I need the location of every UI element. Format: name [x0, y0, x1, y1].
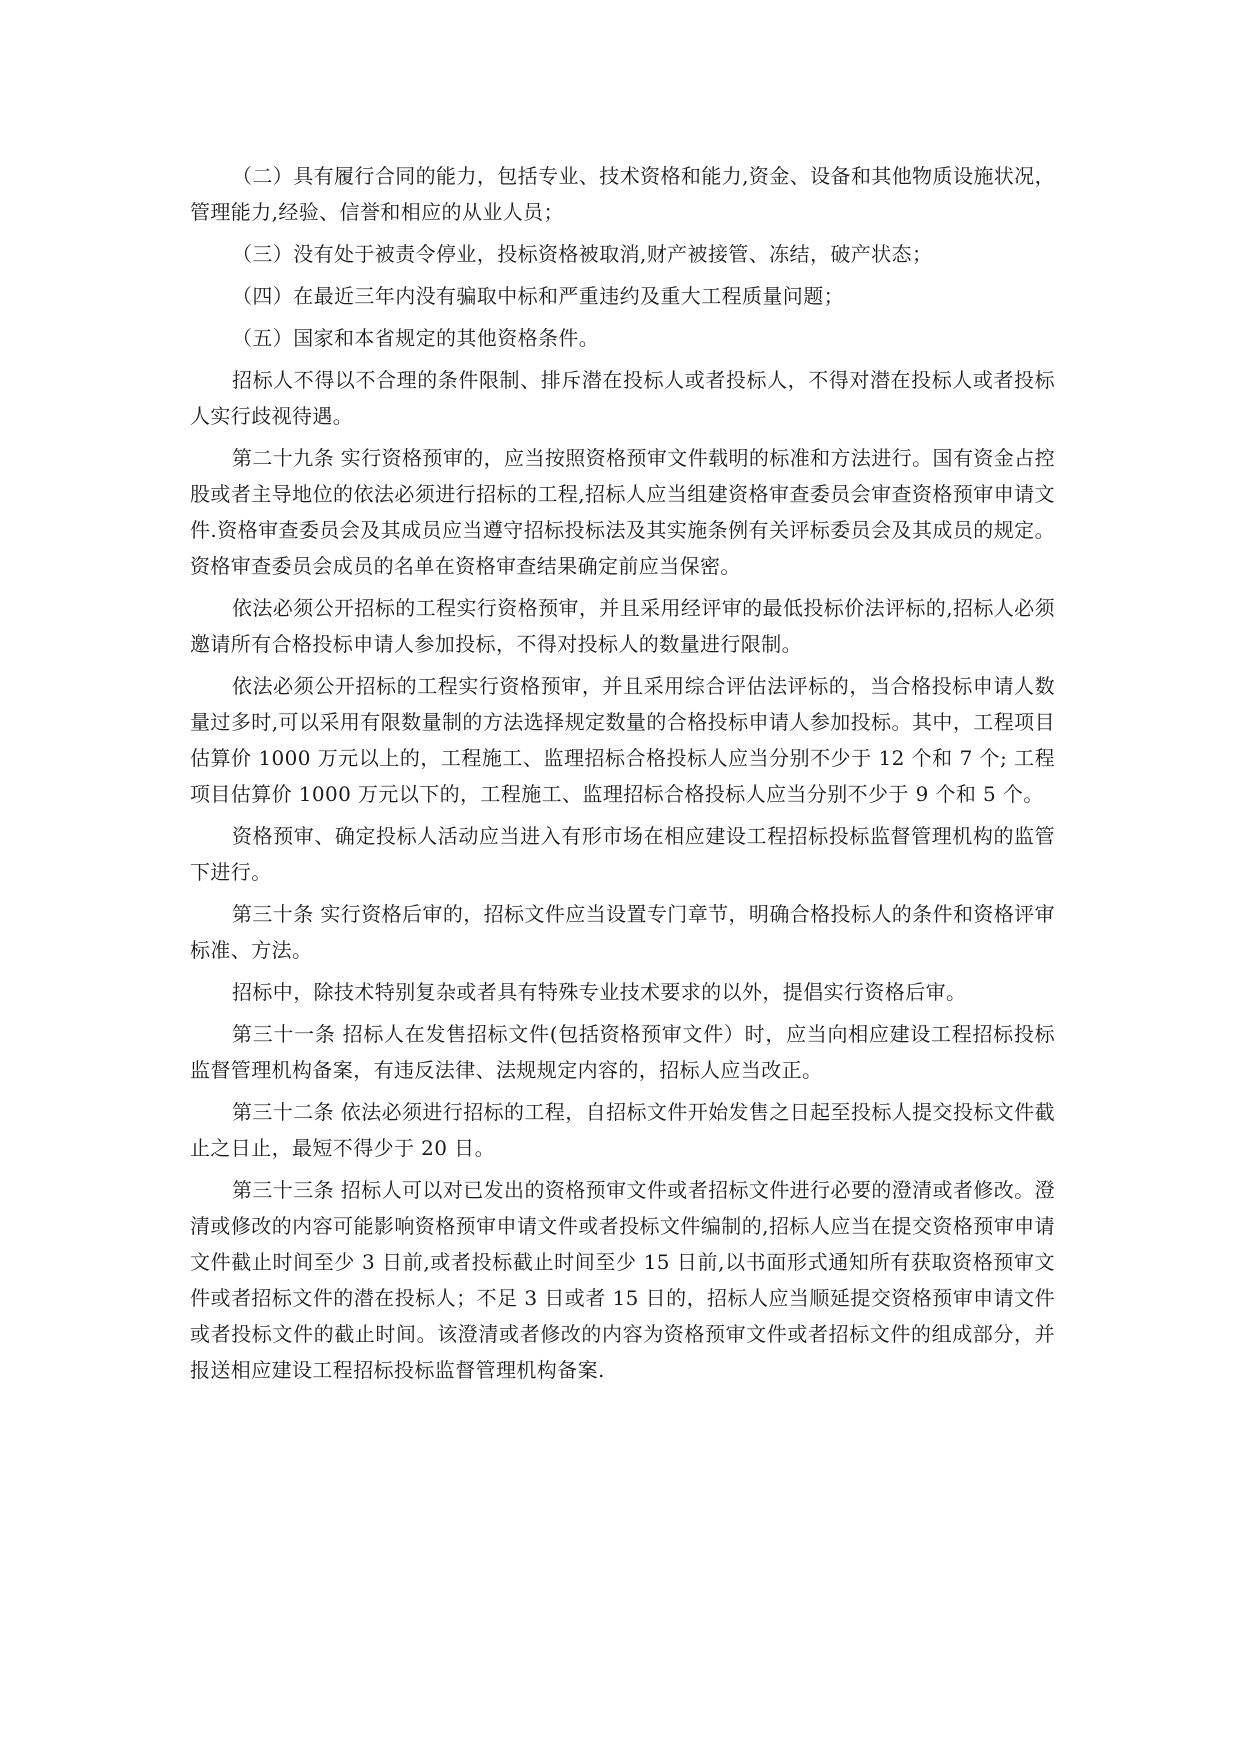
paragraph-supervision: 资格预审、确定投标人活动应当进入有形市场在相应建设工程招标投标监督管理机构的监管下进行。	[190, 824, 1055, 884]
paragraph-item-4: （四）在最近三年内没有骗取中标和严重违约及重大工程质量问题；	[232, 284, 844, 308]
paragraph-post-review: 招标中，除技术特别复杂或者具有特殊专业技术要求的以外，提倡实行资格后审。	[232, 980, 967, 1004]
article-33: 第三十三条 招标人可以对已发出的资格预审文件或者招标文件进行必要的澄清或者修改。澄清或修改的内容可能影响资格预审申请文件或者投标文件编制的,招标人应当在提交资格预审申请文件截止时间至少 3 日前,或者投标截止时间至少 15 日前,以书面形式通知所有获取资格预审文件或者招标文件的潜在投标人；不足 3 日或者 15 日的，招标人应当顺延提交资格预审申请文件或者投标文件的截止时间。该澄清或者修改的内容为资格预审文件或者招标文件的组成部分，并报送相应建设工程招标投标监督管理机构备案.	[190, 1178, 1055, 1382]
paragraph-item-5: （五）国家和本省规定的其他资格条件。	[232, 326, 600, 350]
paragraph-lowest-price: 依法必须公开招标的工程实行资格预审，并且采用经评审的最低投标价法评标的,招标人必须邀请所有合格投标申请人参加投标，不得对投标人的数量进行限制。	[190, 596, 1055, 656]
paragraph-item-3: （三）没有处于被责令停业，投标资格被取消,财产被接管、冻结，破产状态；	[232, 242, 933, 266]
article-29: 第二十九条 实行资格预审的，应当按照资格预审文件载明的标准和方法进行。国有资金占控股或者主导地位的依法必须进行招标的工程,招标人应当组建资格审查委员会审查资格预审申请文件.资格审查委员会及其成员应当遵守招标投标法及其实施条例有关评标委员会及其成员的规定。资格审查委员会成员的名单在资格审查结果确定前应当保密。	[190, 446, 1055, 578]
document-body	[190, 158, 1055, 1394]
paragraph-no-discrimination: 招标人不得以不合理的条件限制、排斥潜在投标人或者投标人，不得对潜在投标人或者投标人实行歧视待遇。	[190, 368, 1055, 428]
article-31: 第三十一条 招标人在发售招标文件(包括资格预审文件）时，应当向相应建设工程招标投标监督管理机构备案，有违反法律、法规规定内容的，招标人应当改正。	[190, 1022, 1055, 1082]
paragraph-item-2: （二）具有履行合同的能力，包括专业、技术资格和能力,资金、设备和其他物质设施状况，管理能力,经验、信誉和相应的从业人员；	[190, 164, 1055, 224]
paragraph-comprehensive-evaluation: 依法必须公开招标的工程实行资格预审，并且采用综合评估法评标的，当合格投标申请人数量过多时,可以采用有限数量制的方法选择规定数量的合格投标申请人参加投标。其中，工程项目估算价 1000 万元以上的，工程施工、监理招标合格投标人应当分别不少于 12 个和 7 个; 工程项目估算价 1000 万元以下的，工程施工、监理招标合格投标人应当分别不少于 9 个和 5 个。	[190, 674, 1055, 806]
article-32: 第三十二条 依法必须进行招标的工程，自招标文件开始发售之日起至投标人提交投标文件截止之日止，最短不得少于 20 日。	[190, 1100, 1055, 1160]
article-30: 第三十条 实行资格后审的，招标文件应当设置专门章节，明确合格投标人的条件和资格评审标准、方法。	[190, 902, 1055, 962]
